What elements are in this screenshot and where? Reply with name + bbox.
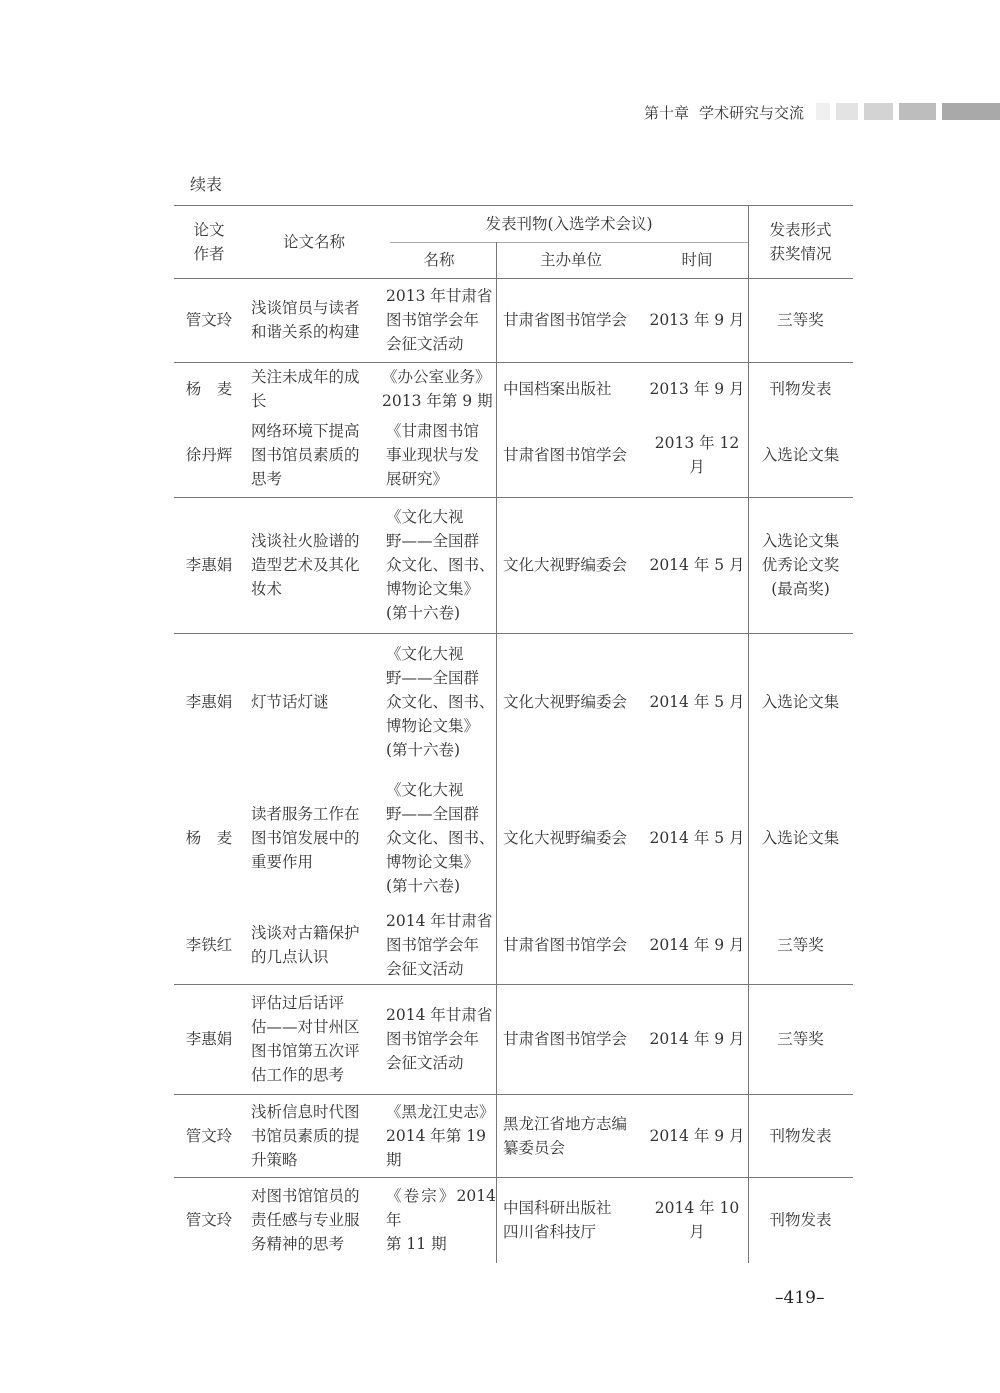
cell-publication: 2014 年甘肃省 图书馆学会年 会征文活动 — [386, 912, 493, 978]
cell-paper-title: 浅谈社火脸谱的 造型艺术及其化 妆术 — [251, 532, 360, 598]
table-rule — [174, 633, 853, 634]
continued-label: 续表 — [190, 175, 223, 194]
cell-organizer: 文化大视野编委会 — [503, 693, 628, 711]
cell-time: 2014 年 5 月 — [649, 693, 745, 711]
cell-paper-title: 灯节话灯谜 — [251, 693, 329, 711]
cell-paper-title: 评估过后话评 估——对甘州区 图书馆第五次评 估工作的思考 — [251, 994, 360, 1084]
cell-publication: 《甘肃图书馆 事业现状与发 展研究》 — [386, 422, 480, 488]
chapter-title: 学术研究与交流 — [699, 104, 805, 122]
header-pub-name: 名称 — [423, 251, 455, 269]
header-publication-group: 发表刊物(入选学术会议) — [485, 215, 653, 233]
cell-author: 徐丹辉 — [185, 446, 233, 464]
cell-author: 管文玲 — [185, 1211, 233, 1229]
cell-author: 杨 麦 — [185, 380, 233, 398]
header-paper-title: 论文名称 — [282, 233, 345, 251]
cell-author: 杨 麦 — [185, 829, 233, 847]
header-time: 时间 — [681, 251, 713, 269]
cell-publication: 2013 年甘肃省 图书馆学会年 会征文活动 — [386, 287, 493, 353]
cell-author: 管文玲 — [185, 1127, 233, 1145]
table-rule — [174, 278, 853, 279]
cell-organizer: 黑龙江省地方志编 纂委员会 — [503, 1115, 628, 1157]
cell-time: 2014 年 5 月 — [649, 556, 745, 574]
cell-organizer: 甘肃省图书馆学会 — [503, 446, 628, 464]
cell-result: 入选论文集 — [761, 446, 840, 464]
cell-result: 入选论文集 — [761, 693, 840, 711]
cell-publication: 《文化大视 野——全国群 众文化、图书、 博物论文集》 (第十六卷) — [386, 645, 495, 759]
cell-organizer: 文化大视野编委会 — [503, 829, 628, 847]
cell-result: 三等奖 — [777, 311, 824, 329]
cell-time: 2013 年 12 月 — [654, 434, 740, 476]
header-result: 发表形式 获奖情况 — [769, 221, 832, 263]
cell-time: 2014 年 5 月 — [649, 829, 745, 847]
table-rule — [174, 362, 853, 363]
cell-result: 三等奖 — [777, 1030, 824, 1048]
cell-time: 2013 年 9 月 — [649, 311, 745, 329]
header-decor-block — [864, 103, 893, 120]
cell-result: 刊物发表 — [769, 380, 832, 398]
cell-result: 入选论文集 — [761, 829, 840, 847]
cell-result: 入选论文集 优秀论文奖 (最高奖) — [761, 532, 840, 598]
header-decor-block — [942, 103, 1000, 120]
table-rule — [174, 1094, 853, 1095]
cell-paper-title: 网络环境下提高 图书馆员素质的 思考 — [251, 422, 360, 488]
cell-paper-title: 浅谈对古籍保护 的几点认识 — [251, 924, 360, 966]
cell-result: 刊物发表 — [769, 1211, 832, 1229]
cell-publication: 《卷宗》2014 年 第 11 期 — [386, 1187, 496, 1253]
table-rule — [174, 497, 853, 498]
table-rule — [496, 242, 497, 1263]
cell-result: 刊物发表 — [769, 1127, 832, 1145]
table-rule — [174, 984, 853, 985]
cell-organizer: 甘肃省图书馆学会 — [503, 1030, 628, 1048]
cell-result: 三等奖 — [777, 936, 824, 954]
cell-author: 李惠娟 — [185, 693, 233, 711]
header-organizer: 主办单位 — [539, 251, 602, 269]
cell-publication: 《文化大视 野——全国群 众文化、图书、 博物论文集》 (第十六卷) — [386, 781, 495, 895]
header-decor-block — [816, 103, 830, 120]
cell-paper-title: 浅析信息时代图 书馆员素质的提 升策略 — [251, 1103, 360, 1169]
header-decor-block — [836, 103, 858, 120]
cell-author: 管文玲 — [185, 311, 233, 329]
header-author: 论文 作者 — [193, 221, 225, 263]
cell-time: 2014 年 10 月 — [654, 1199, 740, 1241]
cell-paper-title: 读者服务工作在 图书馆发展中的 重要作用 — [251, 805, 360, 871]
cell-publication: 《黑龙江史志》 2014 年第 19 期 — [386, 1103, 495, 1169]
page-number: –419– — [775, 1288, 825, 1308]
cell-author: 李铁红 — [185, 936, 233, 954]
cell-time: 2014 年 9 月 — [649, 1030, 745, 1048]
cell-publication: 《文化大视 野——全国群 众文化、图书、 博物论文集》 (第十六卷) — [386, 508, 495, 622]
cell-publication: 《办公室业务》 2013 年第 9 期 — [382, 368, 493, 410]
cell-organizer: 文化大视野编委会 — [503, 556, 628, 574]
cell-author: 李惠娟 — [185, 556, 233, 574]
chapter-label: 第十章 — [644, 104, 690, 122]
cell-organizer: 甘肃省图书馆学会 — [503, 936, 628, 954]
header-decor-block — [899, 103, 936, 120]
cell-organizer: 中国档案出版社 — [503, 380, 612, 398]
table-rule — [174, 1177, 853, 1178]
cell-paper-title: 关注未成年的成 长 — [251, 368, 360, 410]
cell-time: 2013 年 9 月 — [649, 380, 745, 398]
cell-organizer: 中国科研出版社 四川省科技厅 — [503, 1199, 612, 1241]
awards-table — [174, 205, 853, 1263]
cell-paper-title: 浅谈馆员与读者 和谐关系的构建 — [251, 299, 360, 341]
table-rule — [390, 242, 748, 243]
cell-publication: 2014 年甘肃省 图书馆学会年 会征文活动 — [386, 1006, 493, 1072]
cell-time: 2014 年 9 月 — [649, 936, 745, 954]
header-title — [644, 102, 804, 123]
running-header — [640, 98, 1000, 128]
cell-time: 2014 年 9 月 — [649, 1127, 745, 1145]
cell-organizer: 甘肃省图书馆学会 — [503, 311, 628, 329]
cell-paper-title: 对图书馆馆员的 责任感与专业服 务精神的思考 — [251, 1187, 360, 1253]
table-rule — [174, 205, 853, 206]
cell-author: 李惠娟 — [185, 1030, 233, 1048]
